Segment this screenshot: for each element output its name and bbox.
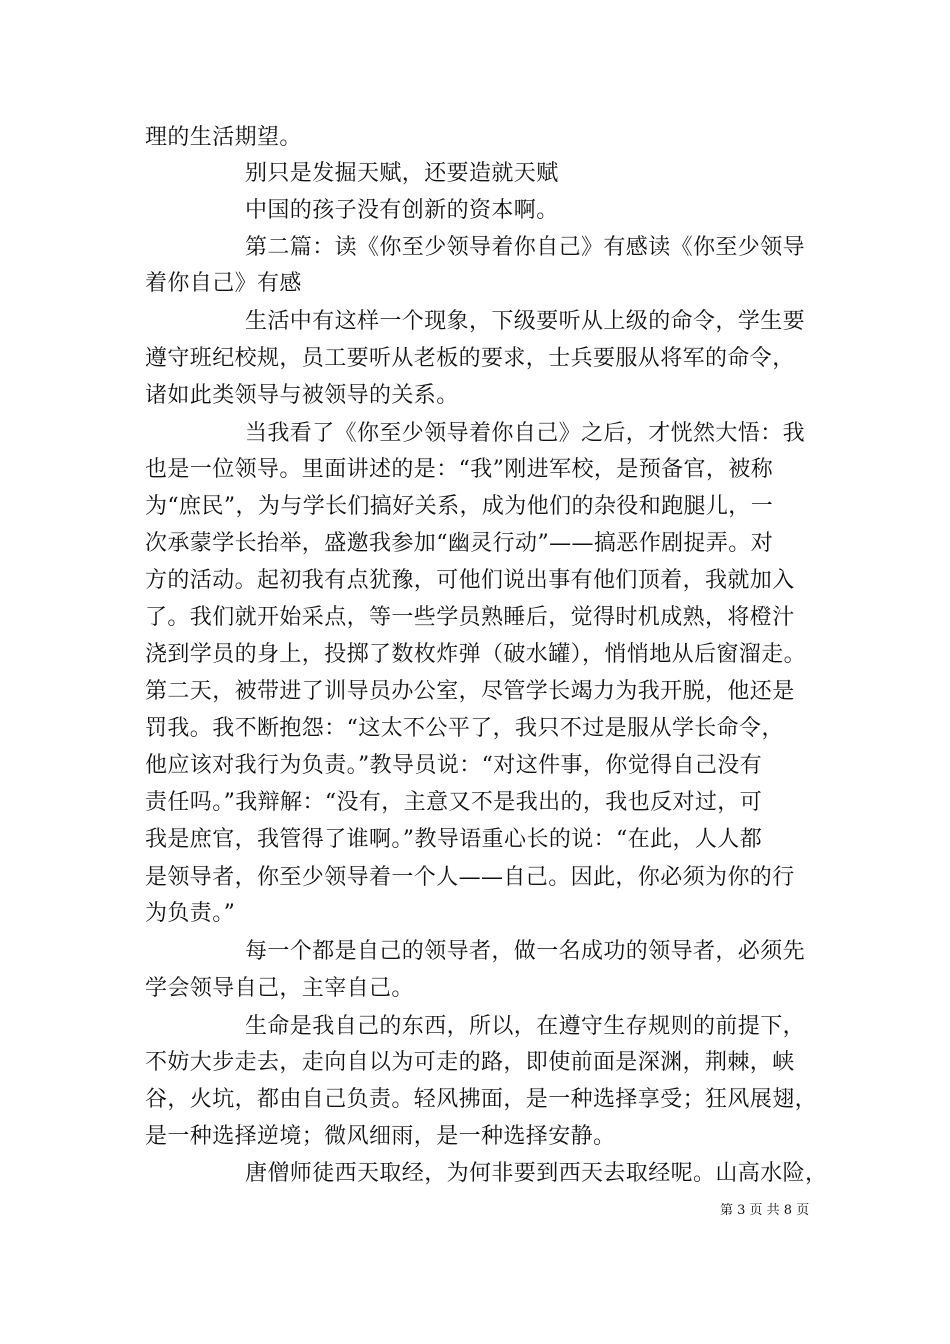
text-line: 第二天，被带进了训导员办公室，尽管学长竭力为我开脱，他还是 — [145, 679, 795, 704]
section-heading-line: 第二篇：读《你至少领导着你自己》有感读《你至少领导 — [245, 235, 806, 260]
text-line: 不妨大步走去，走向自以为可走的路，即使前面是深渊，荆棘，峡 — [145, 1050, 795, 1075]
text-line: 遵守班纪校规，员工要听从老板的要求，士兵要服从将军的命令， — [145, 346, 795, 371]
text-line: 每一个都是自己的领导者，做一名成功的领导者，必须先 — [245, 939, 806, 964]
text-line: 诸如此类领导与被领导的关系。 — [145, 383, 459, 408]
text-line: 也是一位领导。里面讲述的是：“我”刚进军校，是预备官，被称 — [145, 457, 774, 482]
text-line: 谷，火坑，都由自己负责。轻风拂面，是一种选择享受；狂风展翅， — [145, 1087, 818, 1112]
text-line: 他应该对我行为负责。”教导员说：“对这件事，你觉得自己没有 — [145, 753, 763, 778]
section-heading-line: 着你自己》有感 — [145, 271, 302, 296]
text-line: 是一种选择逆境；微风细雨，是一种选择安静。 — [145, 1124, 616, 1149]
text-line: 是领导者，你至少领导着一个人——自己。因此，你必须为你的行 — [145, 865, 795, 890]
text-line: 唐僧师徒西天取经，为何非要到西天去取经呢。山高水险， — [245, 1161, 828, 1186]
text-line: 中国的孩子没有创新的资本啊。 — [245, 198, 559, 223]
text-line: 我是庶官，我管得了谁啊。”教导语重心长的说：“在此，人人都 — [145, 827, 763, 852]
text-line: 学会领导自己，主宰自己。 — [145, 976, 414, 1001]
text-line: 了。我们就开始采点，等一些学员熟睡后，觉得时机成熟，将橙汁 — [145, 605, 795, 630]
text-line: 别只是发掘天赋，还要造就天赋 — [245, 161, 559, 186]
text-line: 生命是我自己的东西，所以，在遵守生存规则的前提下， — [245, 1014, 806, 1039]
text-line: 方的活动。起初我有点犹豫，可他们说出事有他们顶着，我就加入 — [145, 568, 795, 593]
page-number-footer: 第 3 页 共 8 页 — [720, 1203, 810, 1218]
text-line: 罚我。我不断抱怨：“这太不公平了，我只不过是服从学长命令， — [145, 716, 784, 741]
text-line: 当我看了《你至少领导着你自己》之后，才恍然大悟：我 — [245, 421, 806, 446]
text-line: 为“庶民”，为与学长们搞好关系，成为他们的杂役和跑腿儿，一 — [145, 494, 774, 519]
text-line: 浇到学员的身上，投掷了数枚炸弹（破水罐），悄悄地从后窗溜走。 — [145, 642, 807, 667]
text-line: 理的生活期望。 — [145, 125, 302, 150]
text-line: 为负责。” — [145, 901, 236, 926]
text-line: 责任吗。”我辩解：“没有，主意又不是我出的，我也反对过，可 — [145, 790, 763, 815]
text-line: 生活中有这样一个现象，下级要听从上级的命令，学生要 — [245, 309, 806, 334]
text-line: 次承蒙学长抬举，盛邀我参加“幽灵行动”——搞恶作剧捉弄。对 — [145, 531, 774, 556]
